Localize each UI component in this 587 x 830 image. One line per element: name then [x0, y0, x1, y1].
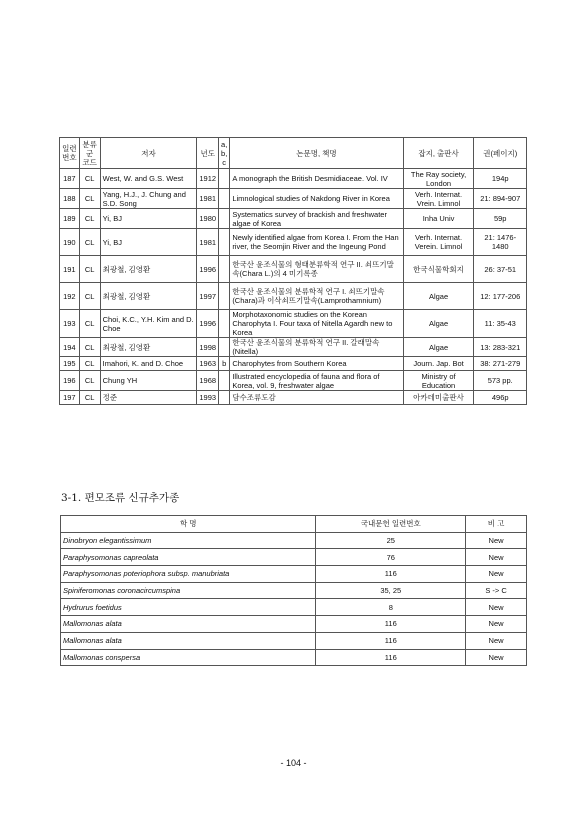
reference-table-header: [60, 138, 527, 169]
cell-ref: 116: [316, 649, 466, 666]
cell-no: 192: [60, 283, 80, 310]
cell-abc: [219, 391, 230, 405]
cell-code: CL: [79, 283, 100, 310]
table-row: [60, 310, 527, 338]
cell-pages: 496p: [474, 391, 527, 405]
cell-code: CL: [79, 169, 100, 189]
cell-pages: 21: 1476-1480: [474, 229, 527, 256]
cell-note: New: [466, 532, 527, 549]
cell-journal: Journ. Jap. Bot: [403, 357, 474, 371]
cell-ref: 8: [316, 599, 466, 616]
cell-journal: Verh. Internat. Verein. Limnol: [403, 229, 474, 256]
section-title: 3-1. 편모조류 신규추가종: [61, 492, 180, 504]
cell-year: 1996: [197, 310, 219, 338]
cell-code: CL: [79, 391, 100, 405]
cell-name: Mallomonas conspersa: [61, 649, 316, 666]
cell-journal: 한국식물학회지: [403, 256, 474, 283]
cell-abc: [219, 256, 230, 283]
cell-title: Illustrated encyclopedia of fauna and flora of Korea, vol. 9, freshwater algae: [230, 371, 403, 391]
cell-title: 한국산 윤조식물의 분류학적 연구 I. 쇠뜨기말속(Chara)과 이삭쇠뜨기말속(Lamprothamnium): [230, 283, 403, 310]
cell-no: 193: [60, 310, 80, 338]
table-row: [61, 632, 527, 649]
cell-name: Paraphysomonas poteriophora subsp. manubriata: [61, 566, 316, 583]
cell-no: 188: [60, 189, 80, 209]
cell-name: Paraphysomonas capreolata: [61, 549, 316, 566]
col-header-journal: 잡지, 출판사: [403, 138, 474, 169]
cell-year: 1981: [197, 229, 219, 256]
cell-title: Charophytes from Southern Korea: [230, 357, 403, 371]
cell-abc: [219, 189, 230, 209]
cell-ref: 116: [316, 616, 466, 633]
col-header-species: 학 명: [61, 516, 316, 533]
table-row: [61, 616, 527, 633]
cell-code: CL: [79, 371, 100, 391]
cell-abc: [219, 371, 230, 391]
cell-pages: 194p: [474, 169, 527, 189]
cell-note: New: [466, 566, 527, 583]
cell-journal: Algae: [403, 338, 474, 357]
cell-no: 194: [60, 338, 80, 357]
cell-author: 정준: [100, 391, 197, 405]
cell-ref: 116: [316, 566, 466, 583]
table-row: [60, 283, 527, 310]
cell-author: Imahori, K. and D. Choe: [100, 357, 197, 371]
cell-year: 1912: [197, 169, 219, 189]
cell-no: 189: [60, 209, 80, 229]
page-number: - 104 -: [280, 758, 307, 768]
cell-code: CL: [79, 229, 100, 256]
cell-year: 1963: [197, 357, 219, 371]
table-row: [60, 256, 527, 283]
cell-pages: 13: 283-321: [474, 338, 527, 357]
cell-ref: 35, 25: [316, 582, 466, 599]
col-header-note: 비 고: [466, 516, 527, 533]
cell-name: Hydrurus foetidus: [61, 599, 316, 616]
cell-author: 최광철, 김영환: [100, 256, 197, 283]
cell-note: New: [466, 632, 527, 649]
cell-code: CL: [79, 357, 100, 371]
col-header-year: 년도: [197, 138, 219, 169]
col-header-code: 분류군 코드: [79, 138, 100, 169]
cell-code: CL: [79, 310, 100, 338]
cell-no: 187: [60, 169, 80, 189]
cell-year: 1997: [197, 283, 219, 310]
cell-title: 한국산 윤조식물의 형태분류학적 연구 II. 쇠뜨기말속(Chara L.)의 4 미기록종: [230, 256, 403, 283]
cell-no: 191: [60, 256, 80, 283]
cell-journal: Ministry of Education: [403, 371, 474, 391]
cell-author: Yang, H.J., J. Chung and S.D. Song: [100, 189, 197, 209]
cell-journal: The Ray society, London: [403, 169, 474, 189]
cell-abc: [219, 169, 230, 189]
cell-note: New: [466, 549, 527, 566]
cell-journal: Verh. Internat. Vrein. Limnol: [403, 189, 474, 209]
cell-code: CL: [79, 338, 100, 357]
cell-author: Yi, BJ: [100, 229, 197, 256]
table-row: [60, 209, 527, 229]
cell-title: Systematics survey of brackish and freshwater algae of Korea: [230, 209, 403, 229]
cell-title: 담수조류도감: [230, 391, 403, 405]
cell-abc: b: [219, 357, 230, 371]
cell-author: Chung YH: [100, 371, 197, 391]
cell-name: Mallomonas alata: [61, 616, 316, 633]
cell-journal: Inha Univ: [403, 209, 474, 229]
cell-ref: 76: [316, 549, 466, 566]
cell-year: 1981: [197, 189, 219, 209]
cell-year: 1993: [197, 391, 219, 405]
table-row: [61, 582, 527, 599]
table-row: [60, 371, 527, 391]
cell-pages: 26: 37-51: [474, 256, 527, 283]
cell-title: 한국산 윤조식물의 분류학적 연구 II. 갈래말속(Nitella): [230, 338, 403, 357]
cell-abc: [219, 310, 230, 338]
col-header-no: 일련 번호: [60, 138, 80, 169]
cell-author: Yi, BJ: [100, 209, 197, 229]
cell-author: 최광철, 김영환: [100, 283, 197, 310]
table-row: [61, 532, 527, 549]
cell-journal: 아카데미출판사: [403, 391, 474, 405]
cell-abc: [219, 209, 230, 229]
table-row: [60, 169, 527, 189]
table-row: [61, 649, 527, 666]
table-row: [60, 357, 527, 371]
cell-abc: [219, 229, 230, 256]
cell-abc: [219, 338, 230, 357]
table-row: [60, 338, 527, 357]
cell-code: CL: [79, 256, 100, 283]
cell-title: A monograph the British Desmidiaceae. Vol. IV: [230, 169, 403, 189]
cell-pages: 21: 894-907: [474, 189, 527, 209]
cell-pages: 573 pp.: [474, 371, 527, 391]
cell-ref: 25: [316, 532, 466, 549]
cell-title: Morphotaxonomic studies on the Korean Charophyta I. Four taxa of Nitella Agardh new to Korea: [230, 310, 403, 338]
cell-pages: 59p: [474, 209, 527, 229]
cell-no: 195: [60, 357, 80, 371]
col-header-title: 논문명, 책명: [230, 138, 403, 169]
cell-ref: 116: [316, 632, 466, 649]
table-row: [60, 189, 527, 209]
cell-note: S -> C: [466, 582, 527, 599]
col-header-author: 저자: [100, 138, 197, 169]
col-header-ref-no: 국내문헌 일련번호: [316, 516, 466, 533]
cell-year: 1998: [197, 338, 219, 357]
cell-name: Spiniferomonas coronacircumspina: [61, 582, 316, 599]
cell-journal: Algae: [403, 310, 474, 338]
cell-year: 1968: [197, 371, 219, 391]
species-table-header: [61, 516, 527, 533]
cell-author: Choi, K.C., Y.H. Kim and D. Choe: [100, 310, 197, 338]
col-header-pages: 권(페이지): [474, 138, 527, 169]
cell-name: Dinobryon elegantissimum: [61, 532, 316, 549]
cell-year: 1980: [197, 209, 219, 229]
cell-code: CL: [79, 209, 100, 229]
cell-no: 190: [60, 229, 80, 256]
cell-author: West, W. and G.S. West: [100, 169, 197, 189]
cell-note: New: [466, 616, 527, 633]
cell-pages: 38: 271-279: [474, 357, 527, 371]
table-row: [61, 549, 527, 566]
species-table: [60, 515, 527, 666]
cell-title: Limnological studies of Nakdong River in Korea: [230, 189, 403, 209]
cell-note: New: [466, 599, 527, 616]
table-row: [60, 229, 527, 256]
cell-code: CL: [79, 189, 100, 209]
cell-year: 1996: [197, 256, 219, 283]
cell-pages: 12: 177-206: [474, 283, 527, 310]
cell-note: New: [466, 649, 527, 666]
cell-no: 196: [60, 371, 80, 391]
col-header-abc: a, b, c: [219, 138, 230, 169]
table-row: [60, 391, 527, 405]
reference-table: [59, 137, 527, 405]
cell-name: Mallomonas alata: [61, 632, 316, 649]
cell-journal: Algae: [403, 283, 474, 310]
cell-no: 197: [60, 391, 80, 405]
reference-table-body: [60, 169, 527, 405]
cell-author: 최광철, 김영환: [100, 338, 197, 357]
cell-abc: [219, 283, 230, 310]
table-row: [61, 566, 527, 583]
cell-pages: 11: 35-43: [474, 310, 527, 338]
table-row: [61, 599, 527, 616]
species-table-body: [61, 532, 527, 666]
cell-title: Newly identified algae from Korea I. From the Han river, the Seomjin River and the Ingeung Pond: [230, 229, 403, 256]
